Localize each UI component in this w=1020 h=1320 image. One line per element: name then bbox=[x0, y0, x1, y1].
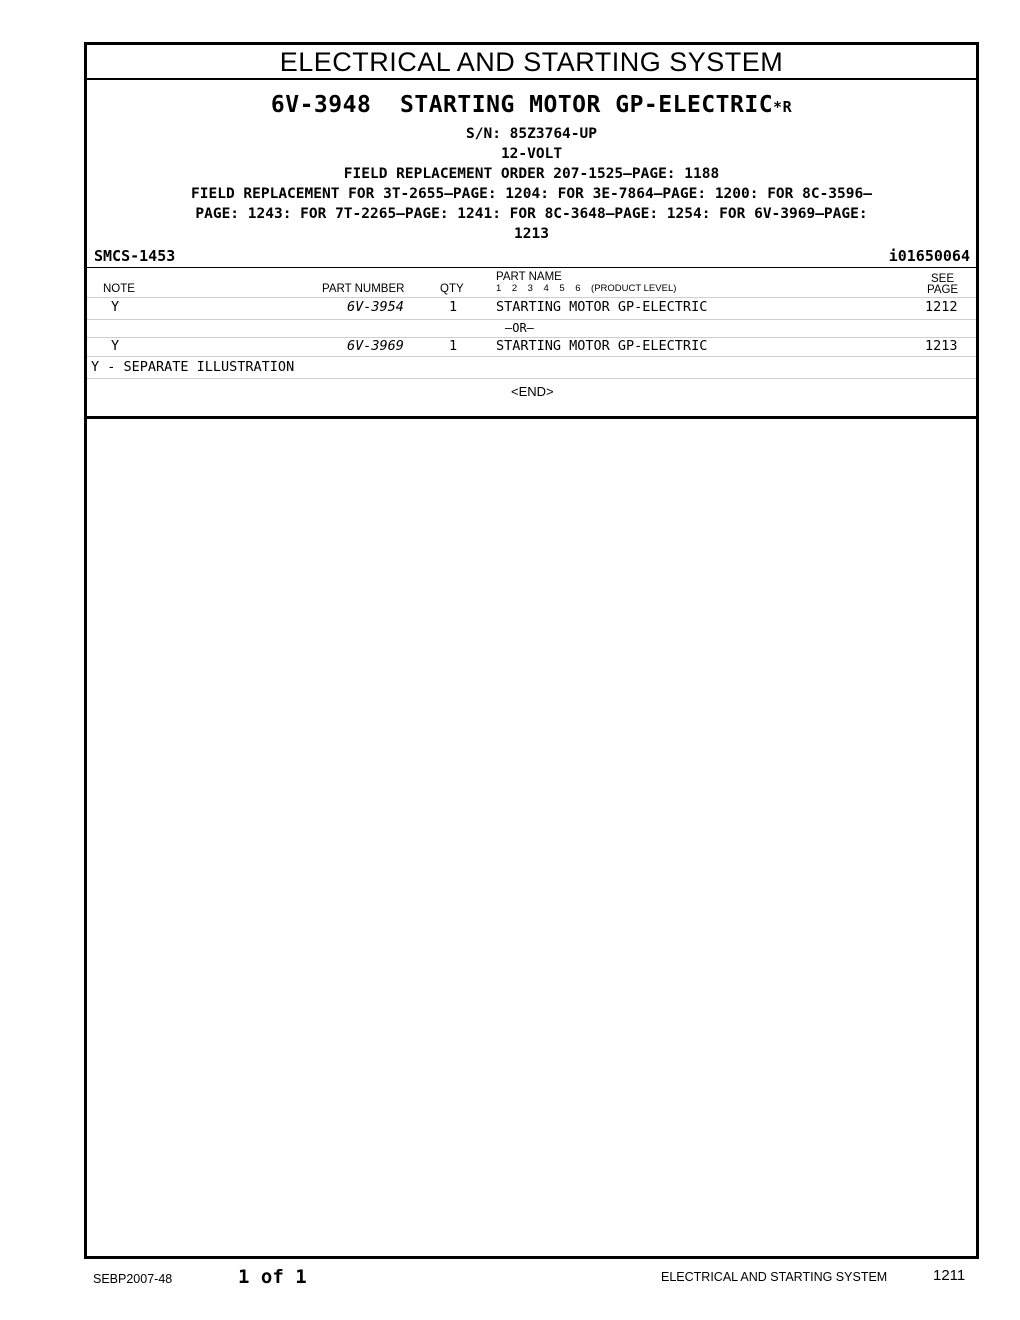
section-rule bbox=[87, 416, 976, 419]
row-2-part-number: 6V-3969 bbox=[347, 338, 404, 354]
field-replacement-for-line-1: FIELD REPLACEMENT FOR 3T-2655—PAGE: 1204: FOR 3E-7864—PAGE: 1200: FOR 8C-3596— bbox=[191, 186, 872, 202]
row-divider bbox=[87, 378, 976, 379]
row-2-note: Y bbox=[111, 338, 120, 354]
legend-note: Y - SEPARATE ILLUSTRATION bbox=[91, 359, 295, 375]
section-title: ELECTRICAL AND STARTING SYSTEM bbox=[87, 45, 976, 80]
footer-section: ELECTRICAL AND STARTING SYSTEM bbox=[661, 1270, 888, 1284]
part-title bbox=[87, 92, 976, 118]
row-1-qty: 1 bbox=[449, 299, 458, 315]
row-1-part-number: 6V-3954 bbox=[347, 299, 404, 315]
row-2-qty: 1 bbox=[449, 338, 458, 354]
col-note: NOTE bbox=[103, 283, 135, 295]
row-1-part-name: STARTING MOTOR GP-ELECTRIC bbox=[496, 299, 708, 315]
field-replacement-for-line-3: 1213 bbox=[514, 226, 549, 242]
col-part-number: PART NUMBER bbox=[322, 283, 405, 295]
col-product-level: 1 2 3 4 5 6 (PRODUCT LEVEL) bbox=[496, 283, 677, 294]
header-suffix: *R bbox=[773, 98, 793, 116]
or-separator: —OR— bbox=[505, 321, 534, 335]
smcs-code: SMCS-1453 bbox=[94, 247, 176, 265]
row-2-see-page: 1213 bbox=[925, 338, 958, 354]
header-part-name: STARTING MOTOR GP-ELECTRIC bbox=[400, 92, 774, 118]
header-part-number: 6V-3948 bbox=[270, 92, 372, 118]
serial-number: S/N: 85Z3764-UP bbox=[466, 126, 597, 142]
col-see: SEE bbox=[931, 273, 955, 285]
col-page: PAGE bbox=[927, 284, 959, 296]
col-qty: QTY bbox=[440, 283, 464, 295]
part-header bbox=[87, 80, 976, 240]
illustration-id: i01650064 bbox=[888, 247, 970, 265]
row-2-part-name: STARTING MOTOR GP-ELECTRIC bbox=[496, 338, 708, 354]
doc-id: SEBP2007-48 bbox=[93, 1272, 173, 1286]
row-divider bbox=[87, 319, 976, 320]
smcs-row bbox=[87, 245, 976, 268]
field-replacement-order: FIELD REPLACEMENT ORDER 207-1525—PAGE: 1188 bbox=[343, 166, 720, 182]
page-number: 1211 bbox=[933, 1267, 966, 1284]
row-1-note: Y bbox=[111, 299, 120, 315]
row-1-see-page: 1212 bbox=[925, 299, 958, 315]
field-replacement-for-line-2: PAGE: 1243: FOR 7T-2265—PAGE: 1241: FOR 8C-3648—PAGE: 1254: FOR 6V-3969—PAGE: bbox=[195, 206, 868, 222]
row-divider bbox=[87, 297, 976, 298]
col-part-name: PART NAME bbox=[496, 271, 562, 283]
voltage: 12-VOLT bbox=[500, 146, 563, 162]
page-of: 1 of 1 bbox=[238, 1266, 307, 1288]
row-divider bbox=[87, 356, 976, 357]
page-frame bbox=[84, 42, 979, 1259]
end-marker: <END> bbox=[511, 384, 554, 399]
